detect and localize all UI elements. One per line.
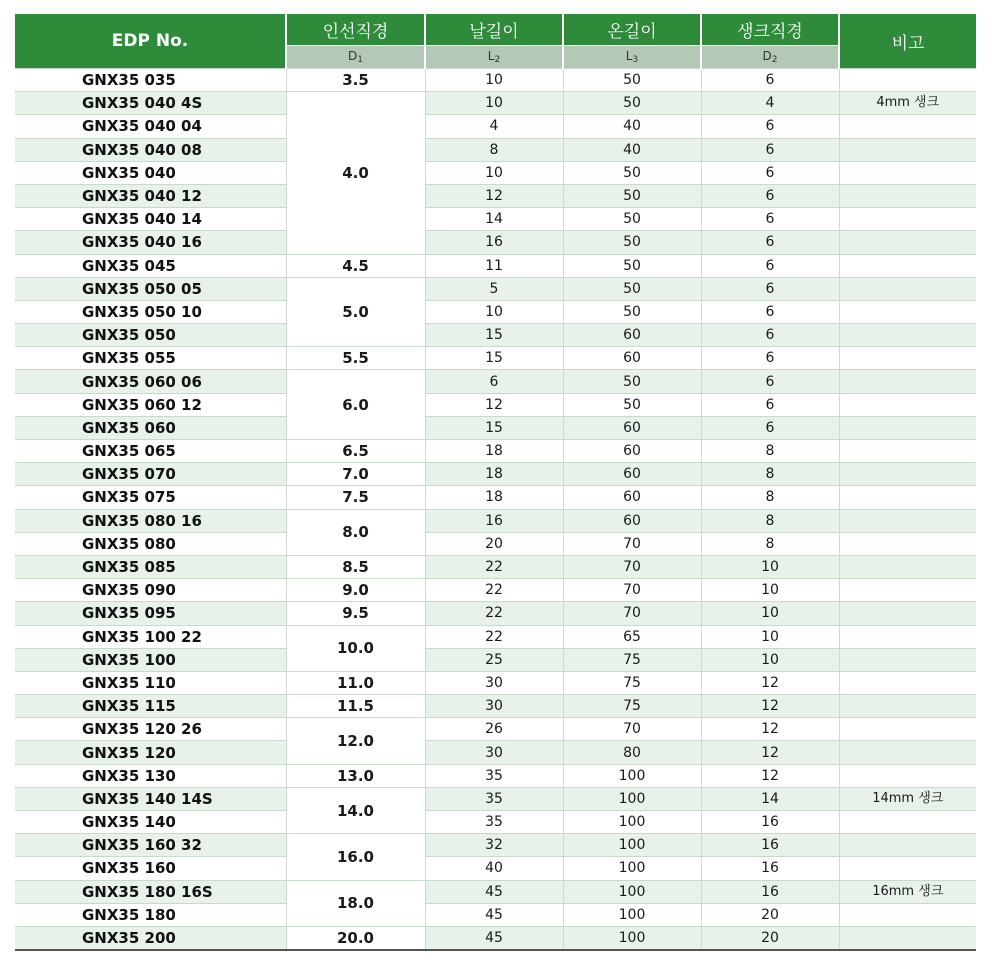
overall-length-cell: 50	[563, 300, 701, 323]
remarks-cell	[839, 486, 976, 509]
edp-number-cell: GNX35 040 12	[15, 184, 286, 207]
flute-length-cell: 16	[425, 509, 563, 532]
edp-number-cell: GNX35 115	[15, 695, 286, 718]
edp-number-cell: GNX35 050	[15, 324, 286, 347]
overall-length-cell: 60	[563, 416, 701, 439]
overall-length-cell: 100	[563, 764, 701, 787]
flute-length-cell: 10	[425, 300, 563, 323]
remarks-cell	[839, 231, 976, 254]
shank-diameter-cell: 8	[701, 440, 839, 463]
edp-number-cell: GNX35 200	[15, 926, 286, 950]
subheader-d1: D1	[286, 46, 425, 69]
table-row	[15, 161, 976, 184]
edp-number-cell: GNX35 095	[15, 602, 286, 625]
overall-length-cell: 75	[563, 671, 701, 694]
remarks-cell	[839, 671, 976, 694]
flute-length-cell: 26	[425, 718, 563, 741]
remarks-cell	[839, 532, 976, 555]
shank-diameter-cell: 8	[701, 532, 839, 555]
overall-length-cell: 100	[563, 787, 701, 810]
table-row	[15, 579, 976, 602]
remarks-cell: 14mm 생크	[839, 787, 976, 810]
edp-number-cell: GNX35 060	[15, 416, 286, 439]
table-row	[15, 300, 976, 323]
overall-length-cell: 70	[563, 532, 701, 555]
cutting-diameter-cell: 7.5	[286, 486, 425, 509]
remarks-cell	[839, 834, 976, 857]
edp-number-cell: GNX35 075	[15, 486, 286, 509]
spec-table-container	[15, 14, 976, 951]
flute-length-cell: 22	[425, 555, 563, 578]
cutting-diameter-cell: 4.0	[286, 92, 425, 254]
edp-number-cell: GNX35 080 16	[15, 509, 286, 532]
table-row	[15, 857, 976, 880]
remarks-cell	[839, 648, 976, 671]
remarks-cell	[839, 138, 976, 161]
shank-diameter-cell: 12	[701, 741, 839, 764]
table-row	[15, 741, 976, 764]
flute-length-cell: 35	[425, 764, 563, 787]
table-row	[15, 92, 976, 115]
remarks-cell	[839, 509, 976, 532]
remarks-cell	[839, 300, 976, 323]
shank-diameter-cell: 6	[701, 277, 839, 300]
cutting-diameter-cell: 9.5	[286, 602, 425, 625]
shank-diameter-cell: 6	[701, 115, 839, 138]
overall-length-cell: 50	[563, 92, 701, 115]
flute-length-cell: 30	[425, 671, 563, 694]
edp-number-cell: GNX35 040 16	[15, 231, 286, 254]
edp-number-cell: GNX35 050 05	[15, 277, 286, 300]
edp-number-cell: GNX35 055	[15, 347, 286, 370]
table-row	[15, 625, 976, 648]
remarks-cell	[839, 926, 976, 950]
flute-length-cell: 18	[425, 463, 563, 486]
overall-length-cell: 50	[563, 231, 701, 254]
table-row	[15, 277, 976, 300]
table-row	[15, 393, 976, 416]
edp-number-cell: GNX35 180	[15, 903, 286, 926]
table-row	[15, 231, 976, 254]
table-row	[15, 834, 976, 857]
shank-diameter-cell: 12	[701, 718, 839, 741]
flute-length-cell: 45	[425, 903, 563, 926]
shank-diameter-cell: 6	[701, 370, 839, 393]
flute-length-cell: 22	[425, 602, 563, 625]
header-cutting-diameter: 인선직경	[286, 14, 425, 46]
table-row	[15, 486, 976, 509]
shank-diameter-cell: 6	[701, 393, 839, 416]
cutting-diameter-cell: 4.5	[286, 254, 425, 277]
shank-diameter-cell: 6	[701, 416, 839, 439]
remarks-cell	[839, 416, 976, 439]
flute-length-cell: 12	[425, 393, 563, 416]
overall-length-cell: 40	[563, 115, 701, 138]
flute-length-cell: 45	[425, 880, 563, 903]
table-row	[15, 440, 976, 463]
overall-length-cell: 50	[563, 161, 701, 184]
shank-diameter-cell: 20	[701, 903, 839, 926]
overall-length-cell: 50	[563, 393, 701, 416]
overall-length-cell: 70	[563, 718, 701, 741]
shank-diameter-cell: 6	[701, 254, 839, 277]
overall-length-cell: 60	[563, 440, 701, 463]
shank-diameter-cell: 6	[701, 300, 839, 323]
shank-diameter-cell: 10	[701, 648, 839, 671]
flute-length-cell: 12	[425, 184, 563, 207]
overall-length-cell: 50	[563, 208, 701, 231]
remarks-cell	[839, 324, 976, 347]
header-shank-diameter: 생크직경	[701, 14, 839, 46]
shank-diameter-cell: 20	[701, 926, 839, 950]
header-remarks: 비고	[839, 14, 976, 69]
edp-number-cell: GNX35 060 12	[15, 393, 286, 416]
table-row	[15, 509, 976, 532]
remarks-cell	[839, 208, 976, 231]
remarks-cell	[839, 115, 976, 138]
flute-length-cell: 16	[425, 231, 563, 254]
cutting-diameter-cell: 16.0	[286, 834, 425, 880]
overall-length-cell: 65	[563, 625, 701, 648]
flute-length-cell: 11	[425, 254, 563, 277]
edp-number-cell: GNX35 140	[15, 811, 286, 834]
table-row	[15, 370, 976, 393]
table-row	[15, 463, 976, 486]
flute-length-cell: 25	[425, 648, 563, 671]
overall-length-cell: 60	[563, 486, 701, 509]
table-row	[15, 416, 976, 439]
header-flute-length: 날길이	[425, 14, 563, 46]
flute-length-cell: 10	[425, 161, 563, 184]
remarks-cell	[839, 463, 976, 486]
table-row	[15, 926, 976, 950]
remarks-cell	[839, 903, 976, 926]
overall-length-cell: 75	[563, 648, 701, 671]
shank-diameter-cell: 16	[701, 811, 839, 834]
shank-diameter-cell: 6	[701, 184, 839, 207]
shank-diameter-cell: 10	[701, 602, 839, 625]
overall-length-cell: 70	[563, 602, 701, 625]
shank-diameter-cell: 10	[701, 625, 839, 648]
shank-diameter-cell: 12	[701, 695, 839, 718]
overall-length-cell: 100	[563, 926, 701, 950]
edp-number-cell: GNX35 180 16S	[15, 880, 286, 903]
overall-length-cell: 50	[563, 184, 701, 207]
remarks-cell	[839, 393, 976, 416]
cutting-diameter-cell: 3.5	[286, 69, 425, 92]
shank-diameter-cell: 10	[701, 555, 839, 578]
table-row	[15, 764, 976, 787]
table-row	[15, 532, 976, 555]
remarks-cell	[839, 440, 976, 463]
table-row	[15, 208, 976, 231]
cutting-diameter-cell: 14.0	[286, 787, 425, 833]
cutting-diameter-cell: 8.5	[286, 555, 425, 578]
remarks-cell	[839, 625, 976, 648]
edp-number-cell: GNX35 080	[15, 532, 286, 555]
cutting-diameter-cell: 20.0	[286, 926, 425, 950]
flute-length-cell: 18	[425, 486, 563, 509]
edp-number-cell: GNX35 100	[15, 648, 286, 671]
overall-length-cell: 100	[563, 811, 701, 834]
overall-length-cell: 50	[563, 69, 701, 92]
edp-number-cell: GNX35 060 06	[15, 370, 286, 393]
edp-number-cell: GNX35 040 08	[15, 138, 286, 161]
shank-diameter-cell: 8	[701, 486, 839, 509]
table-row	[15, 555, 976, 578]
remarks-cell	[839, 741, 976, 764]
shank-diameter-cell: 16	[701, 834, 839, 857]
cutting-diameter-cell: 9.0	[286, 579, 425, 602]
overall-length-cell: 40	[563, 138, 701, 161]
overall-length-cell: 70	[563, 579, 701, 602]
table-row	[15, 602, 976, 625]
flute-length-cell: 14	[425, 208, 563, 231]
header-edp: EDP No.	[15, 14, 286, 69]
remarks-cell	[839, 161, 976, 184]
remarks-cell	[839, 764, 976, 787]
flute-length-cell: 35	[425, 811, 563, 834]
table-row	[15, 787, 976, 810]
shank-diameter-cell: 6	[701, 231, 839, 254]
cutting-diameter-cell: 6.5	[286, 440, 425, 463]
overall-length-cell: 60	[563, 463, 701, 486]
edp-number-cell: GNX35 110	[15, 671, 286, 694]
table-body	[15, 69, 976, 950]
shank-diameter-cell: 16	[701, 880, 839, 903]
overall-length-cell: 60	[563, 509, 701, 532]
table-row	[15, 695, 976, 718]
table-row	[15, 254, 976, 277]
flute-length-cell: 30	[425, 695, 563, 718]
edp-number-cell: GNX35 035	[15, 69, 286, 92]
remarks-cell	[839, 370, 976, 393]
table-row	[15, 671, 976, 694]
table-row	[15, 718, 976, 741]
overall-length-cell: 60	[563, 347, 701, 370]
edp-number-cell: GNX35 070	[15, 463, 286, 486]
overall-length-cell: 75	[563, 695, 701, 718]
shank-diameter-cell: 6	[701, 138, 839, 161]
edp-number-cell: GNX35 050 10	[15, 300, 286, 323]
table-row	[15, 324, 976, 347]
flute-length-cell: 10	[425, 92, 563, 115]
overall-length-cell: 50	[563, 277, 701, 300]
flute-length-cell: 35	[425, 787, 563, 810]
edp-number-cell: GNX35 040 14	[15, 208, 286, 231]
subheader-l2: L2	[425, 46, 563, 69]
cutting-diameter-cell: 5.5	[286, 347, 425, 370]
flute-length-cell: 15	[425, 324, 563, 347]
shank-diameter-cell: 6	[701, 69, 839, 92]
subheader-l3: L3	[563, 46, 701, 69]
table-row	[15, 903, 976, 926]
overall-length-cell: 100	[563, 834, 701, 857]
edp-number-cell: GNX35 160 32	[15, 834, 286, 857]
cutting-diameter-cell: 5.0	[286, 277, 425, 347]
shank-diameter-cell: 16	[701, 857, 839, 880]
flute-length-cell: 8	[425, 138, 563, 161]
edp-number-cell: GNX35 040	[15, 161, 286, 184]
flute-length-cell: 45	[425, 926, 563, 950]
table-row	[15, 811, 976, 834]
cutting-diameter-cell: 11.0	[286, 671, 425, 694]
flute-length-cell: 30	[425, 741, 563, 764]
flute-length-cell: 22	[425, 625, 563, 648]
table-row	[15, 880, 976, 903]
flute-length-cell: 4	[425, 115, 563, 138]
flute-length-cell: 15	[425, 347, 563, 370]
cutting-diameter-cell: 12.0	[286, 718, 425, 764]
remarks-cell	[839, 347, 976, 370]
flute-length-cell: 5	[425, 277, 563, 300]
table-header	[15, 14, 976, 69]
shank-diameter-cell: 10	[701, 579, 839, 602]
cutting-diameter-cell: 11.5	[286, 695, 425, 718]
edp-number-cell: GNX35 040 4S	[15, 92, 286, 115]
edp-number-cell: GNX35 085	[15, 555, 286, 578]
edp-number-cell: GNX35 160	[15, 857, 286, 880]
remarks-cell	[839, 811, 976, 834]
edp-number-cell: GNX35 040 04	[15, 115, 286, 138]
overall-length-cell: 50	[563, 370, 701, 393]
overall-length-cell: 100	[563, 903, 701, 926]
spec-table	[15, 14, 976, 951]
remarks-cell	[839, 277, 976, 300]
remarks-cell: 4mm 생크	[839, 92, 976, 115]
overall-length-cell: 100	[563, 880, 701, 903]
edp-number-cell: GNX35 090	[15, 579, 286, 602]
edp-number-cell: GNX35 120 26	[15, 718, 286, 741]
remarks-cell	[839, 857, 976, 880]
remarks-cell	[839, 184, 976, 207]
table-row	[15, 648, 976, 671]
shank-diameter-cell: 6	[701, 208, 839, 231]
flute-length-cell: 40	[425, 857, 563, 880]
remarks-cell	[839, 718, 976, 741]
overall-length-cell: 50	[563, 254, 701, 277]
shank-diameter-cell: 4	[701, 92, 839, 115]
flute-length-cell: 15	[425, 416, 563, 439]
table-row	[15, 69, 976, 92]
edp-number-cell: GNX35 065	[15, 440, 286, 463]
remarks-cell	[839, 69, 976, 92]
shank-diameter-cell: 8	[701, 509, 839, 532]
edp-number-cell: GNX35 130	[15, 764, 286, 787]
overall-length-cell: 100	[563, 857, 701, 880]
remarks-cell	[839, 254, 976, 277]
cutting-diameter-cell: 6.0	[286, 370, 425, 440]
cutting-diameter-cell: 10.0	[286, 625, 425, 671]
shank-diameter-cell: 14	[701, 787, 839, 810]
remarks-cell	[839, 555, 976, 578]
header-overall-length: 온길이	[563, 14, 701, 46]
table-row	[15, 184, 976, 207]
remarks-cell	[839, 602, 976, 625]
shank-diameter-cell: 12	[701, 671, 839, 694]
shank-diameter-cell: 6	[701, 161, 839, 184]
table-row	[15, 115, 976, 138]
edp-number-cell: GNX35 100 22	[15, 625, 286, 648]
edp-number-cell: GNX35 045	[15, 254, 286, 277]
cutting-diameter-cell: 8.0	[286, 509, 425, 555]
shank-diameter-cell: 8	[701, 463, 839, 486]
shank-diameter-cell: 6	[701, 324, 839, 347]
shank-diameter-cell: 12	[701, 764, 839, 787]
flute-length-cell: 20	[425, 532, 563, 555]
cutting-diameter-cell: 7.0	[286, 463, 425, 486]
remarks-cell: 16mm 생크	[839, 880, 976, 903]
cutting-diameter-cell: 13.0	[286, 764, 425, 787]
table-row	[15, 347, 976, 370]
remarks-cell	[839, 695, 976, 718]
edp-number-cell: GNX35 140 14S	[15, 787, 286, 810]
overall-length-cell: 70	[563, 555, 701, 578]
remarks-cell	[839, 579, 976, 602]
overall-length-cell: 60	[563, 324, 701, 347]
shank-diameter-cell: 6	[701, 347, 839, 370]
cutting-diameter-cell: 18.0	[286, 880, 425, 926]
overall-length-cell: 80	[563, 741, 701, 764]
table-row	[15, 138, 976, 161]
flute-length-cell: 32	[425, 834, 563, 857]
flute-length-cell: 18	[425, 440, 563, 463]
subheader-d2: D2	[701, 46, 839, 69]
flute-length-cell: 10	[425, 69, 563, 92]
flute-length-cell: 6	[425, 370, 563, 393]
edp-number-cell: GNX35 120	[15, 741, 286, 764]
flute-length-cell: 22	[425, 579, 563, 602]
